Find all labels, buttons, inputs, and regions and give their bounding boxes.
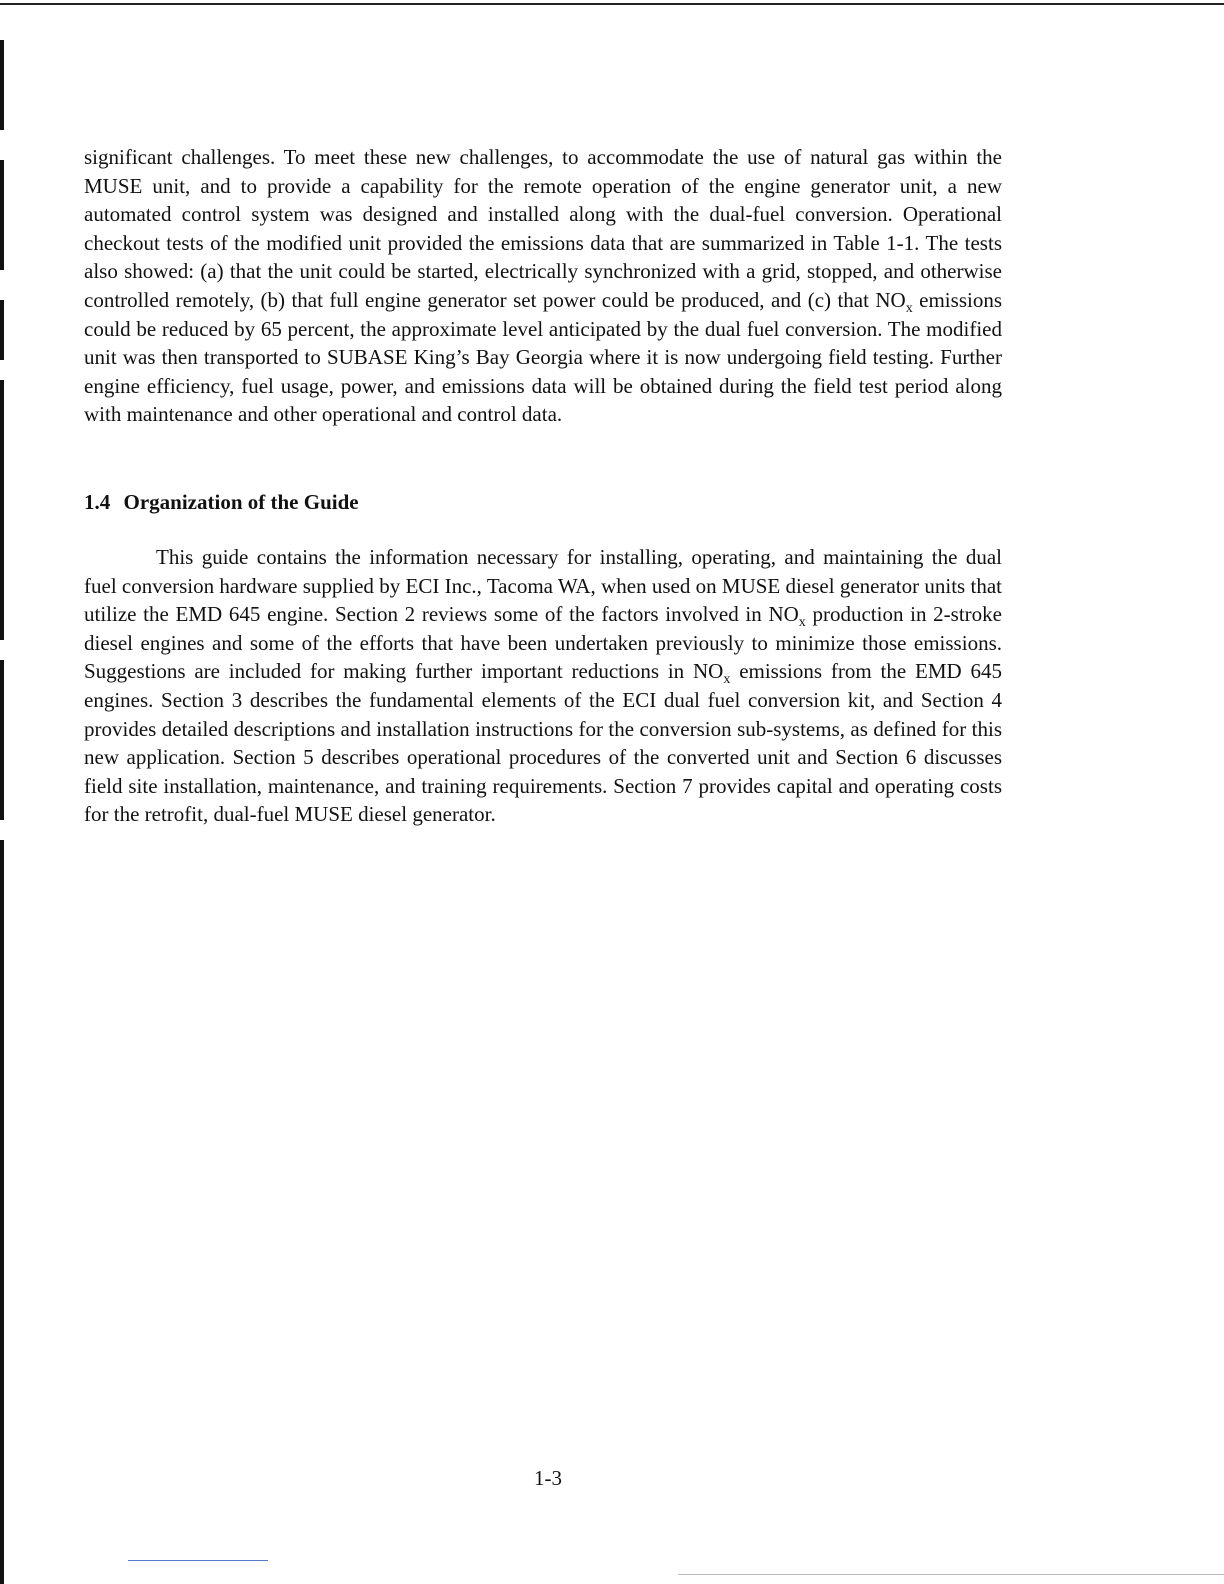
subscript-x: x [723,672,731,688]
subscript-x: x [905,301,913,317]
section-title: Organization of the Guide [123,490,359,514]
subscript-x: x [798,615,806,631]
paragraph-1-text-b: emissions could be reduced by 65 percent, the approximate level anticipated by the dual fuel conversion. The modified unit was then transported to SUBASE King’s Bay Georgia where it is now undergoing field testing. Further engine efficiency, fuel usage, power, and emissions data will be obtained during the field test period along with maintenance and other operational and control data. [84,287,1002,427]
paragraph-2-text-a: This guide contains the information necessary for installing, operating, and maintaining the dual fuel conversion hardware supplied by ECI Inc., Tacoma WA, when used on MUSE diesel generator units that utilize the EMD 645 engine. Section 2 reviews some of the factors involved in NO [84,545,1002,627]
paragraph-2-text-c: emissions from the EMD 645 engines. Section 3 describes the fundamental elements of the ECI dual fuel conversion kit, and Section 4 provides detailed descriptions and installation instructions for the conversion sub-systems, as defined for this new application. Section 5 describes operational procedures of the converted unit and Section 6 discusses field site installation, maintenance, and training requirements. Section 7 provides capital and operating costs for the retrofit, dual-fuel MUSE diesel generator. [84,659,1002,827]
body-paragraph-1 [84,143,1002,429]
section-heading [84,490,359,515]
page-number: 1-3 [534,1466,562,1490]
scan-bottom-line-left [128,1560,268,1561]
paragraph-1-text-a: significant challenges. To meet these new challenges, to accommodate the use of natural gas within the MUSE unit, and to provide a capability for the remote operation of the engine generator unit, a new automated control system was designed and installed along with the dual-fuel conversion. Operational checkout tests of the modified unit provided the emissions data that are summarized in Table 1-1. The tests also showed: (a) that the unit could be started, electrically synchronized with a grid, stopped, and otherwise controlled remotely, (b) that full engine generator set power could be produced, and (c) that NO [84,145,1002,312]
scan-left-edge [0,0,6,1584]
paragraph-2-text-b: production in 2-stroke diesel engines and some of the efforts that have been undertaken previously to minimize those emissions. Suggestions are included for making further important reductions in NO [84,602,1002,684]
scan-top-rule [0,3,1224,5]
section-number: 1.4 [84,490,111,514]
body-paragraph-2 [84,543,1002,829]
scan-bottom-line-right [678,1574,1224,1575]
